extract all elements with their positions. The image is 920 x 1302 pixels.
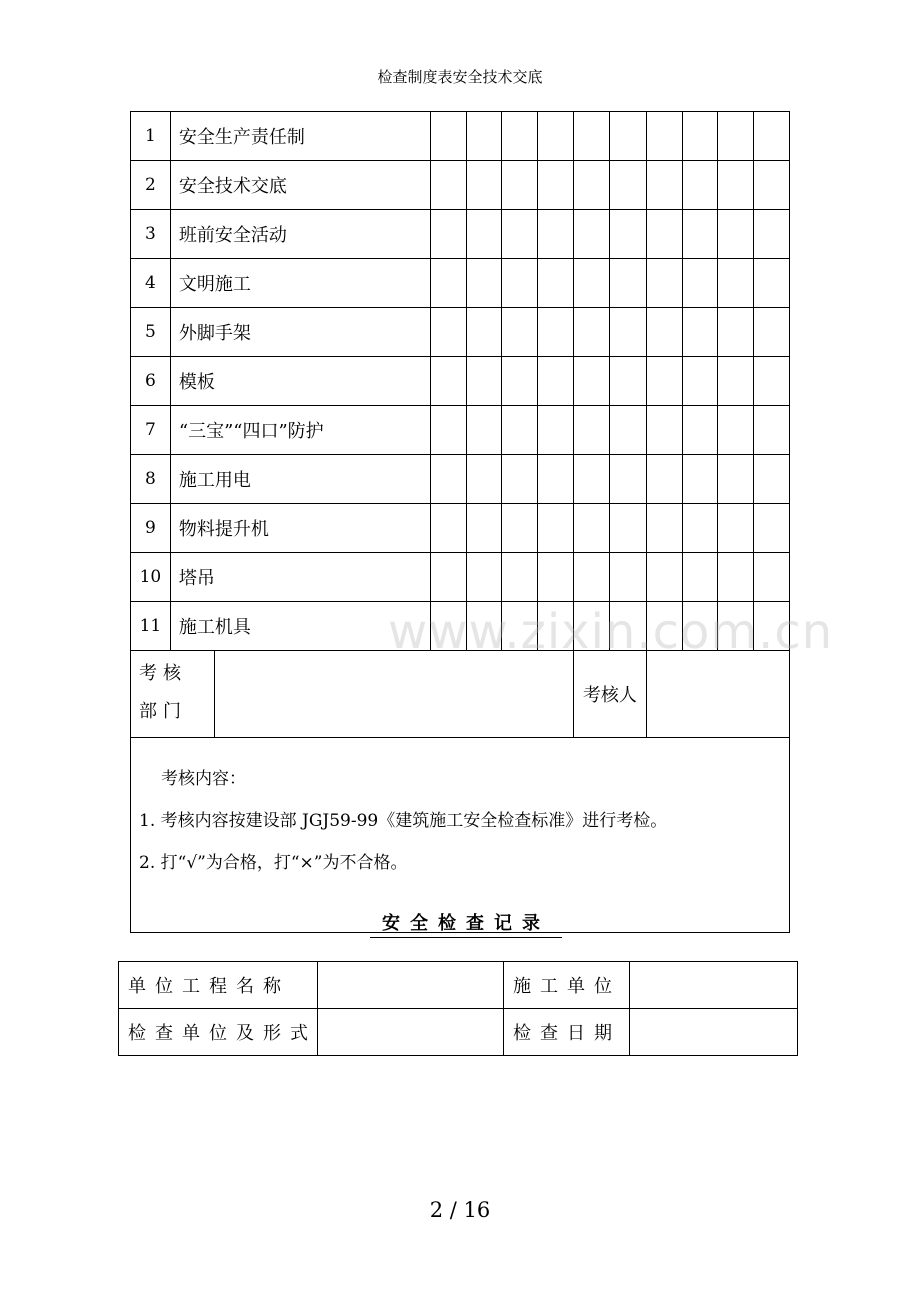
checklist-row <box>131 308 790 357</box>
item-number: 3 <box>131 210 171 259</box>
checklist-row <box>131 553 790 602</box>
checklist-row <box>131 357 790 406</box>
watermark: www.zixin.com.cn <box>388 604 834 660</box>
check-cell[interactable] <box>610 112 646 161</box>
check-cell[interactable] <box>610 406 646 455</box>
item-label: “三宝”“四口”防护 <box>170 406 430 455</box>
check-cell[interactable] <box>610 210 646 259</box>
assessment-note-1: 1. 考核内容按建设部 JGJ59-99《建筑施工安全检查标准》进行考检。 <box>139 811 668 831</box>
item-label: 安全生产责任制 <box>170 112 430 161</box>
check-cell[interactable] <box>754 112 790 161</box>
page-number: 2 / 16 <box>429 1198 491 1222</box>
check-cell[interactable] <box>573 308 609 357</box>
check-cell[interactable] <box>430 112 466 161</box>
check-cell[interactable] <box>682 308 718 357</box>
check-cell[interactable] <box>430 259 466 308</box>
construction-unit-label: 施工单位 <box>504 962 630 1009</box>
item-number: 6 <box>131 357 171 406</box>
project-name-label: 单位工程名称 <box>119 962 318 1009</box>
item-label: 班前安全活动 <box>170 210 430 259</box>
item-label: 文明施工 <box>170 259 430 308</box>
check-cell[interactable] <box>466 259 502 308</box>
check-cell[interactable] <box>502 553 538 602</box>
item-number: 2 <box>131 161 171 210</box>
check-cell[interactable] <box>538 553 574 602</box>
check-cell[interactable] <box>573 504 609 553</box>
check-cell[interactable] <box>646 308 682 357</box>
check-cell[interactable] <box>754 259 790 308</box>
assessment-dept-value[interactable] <box>214 651 573 738</box>
check-cell[interactable] <box>718 308 754 357</box>
checklist-row <box>131 161 790 210</box>
check-cell[interactable] <box>538 308 574 357</box>
item-label: 施工机具 <box>170 602 430 651</box>
check-cell[interactable] <box>430 357 466 406</box>
check-cell[interactable] <box>682 210 718 259</box>
check-cell[interactable] <box>610 308 646 357</box>
check-cell[interactable] <box>466 161 502 210</box>
check-cell[interactable] <box>573 161 609 210</box>
check-cell[interactable] <box>754 455 790 504</box>
check-cell[interactable] <box>538 357 574 406</box>
check-cell[interactable] <box>502 112 538 161</box>
item-label: 安全技术交底 <box>170 161 430 210</box>
check-cell[interactable] <box>430 406 466 455</box>
item-label: 施工用电 <box>170 455 430 504</box>
page-header-title: 检查制度表安全技术交底 <box>377 68 543 86</box>
check-cell[interactable] <box>646 504 682 553</box>
checklist-row <box>131 112 790 161</box>
check-cell[interactable] <box>430 210 466 259</box>
check-cell[interactable] <box>538 504 574 553</box>
check-cell[interactable] <box>430 308 466 357</box>
record-title: 安全检查记录 <box>370 909 562 938</box>
check-cell[interactable] <box>538 406 574 455</box>
check-cell[interactable] <box>466 357 502 406</box>
check-cell[interactable] <box>718 259 754 308</box>
check-cell[interactable] <box>754 406 790 455</box>
check-cell[interactable] <box>610 455 646 504</box>
check-cell[interactable] <box>502 161 538 210</box>
check-cell[interactable] <box>502 308 538 357</box>
check-cell[interactable] <box>466 455 502 504</box>
check-cell[interactable] <box>646 161 682 210</box>
checklist-row <box>131 504 790 553</box>
check-cell[interactable] <box>430 553 466 602</box>
item-number: 8 <box>131 455 171 504</box>
check-cell[interactable] <box>646 210 682 259</box>
item-label: 模板 <box>170 357 430 406</box>
check-cell[interactable] <box>538 161 574 210</box>
assessment-content-heading: 考核内容： <box>161 769 246 789</box>
check-cell[interactable] <box>466 553 502 602</box>
check-cell[interactable] <box>754 357 790 406</box>
item-number: 1 <box>131 112 171 161</box>
check-cell[interactable] <box>573 357 609 406</box>
check-cell[interactable] <box>502 259 538 308</box>
check-cell[interactable] <box>646 553 682 602</box>
check-cell[interactable] <box>466 504 502 553</box>
assessment-dept-label: 考核部门 <box>131 651 215 738</box>
assessment-note-2: 2. 打“√”为合格，打“×”为不合格。 <box>139 853 408 873</box>
check-cell[interactable] <box>502 406 538 455</box>
check-cell[interactable] <box>754 210 790 259</box>
checklist-row <box>131 210 790 259</box>
construction-unit-value[interactable] <box>630 962 798 1009</box>
check-cell[interactable] <box>682 553 718 602</box>
check-cell[interactable] <box>682 112 718 161</box>
check-cell[interactable] <box>573 406 609 455</box>
record-row-2 <box>119 1009 798 1056</box>
check-cell[interactable] <box>610 553 646 602</box>
check-cell[interactable] <box>754 504 790 553</box>
check-cell[interactable] <box>573 259 609 308</box>
check-cell[interactable] <box>538 455 574 504</box>
check-cell[interactable] <box>502 357 538 406</box>
check-cell[interactable] <box>610 161 646 210</box>
check-cell[interactable] <box>718 455 754 504</box>
check-cell[interactable] <box>718 112 754 161</box>
check-cell[interactable] <box>718 553 754 602</box>
assessment-notes-row <box>131 738 790 933</box>
item-label: 外脚手架 <box>170 308 430 357</box>
item-number: 5 <box>131 308 171 357</box>
record-row-1 <box>119 962 798 1009</box>
check-cell[interactable] <box>466 406 502 455</box>
check-cell[interactable] <box>610 357 646 406</box>
inspection-unit-value[interactable] <box>318 1009 504 1056</box>
inspection-date-value[interactable] <box>630 1009 798 1056</box>
safety-check-table <box>130 111 790 933</box>
check-cell[interactable] <box>573 455 609 504</box>
check-cell[interactable] <box>538 259 574 308</box>
checklist-row <box>131 259 790 308</box>
check-cell[interactable] <box>718 406 754 455</box>
check-cell[interactable] <box>682 406 718 455</box>
assessment-notes <box>131 738 790 933</box>
item-number: 9 <box>131 504 171 553</box>
check-cell[interactable] <box>646 259 682 308</box>
assessment-row <box>131 651 790 738</box>
item-number: 10 <box>131 553 171 602</box>
check-cell[interactable] <box>502 210 538 259</box>
check-cell[interactable] <box>430 504 466 553</box>
check-cell[interactable] <box>573 210 609 259</box>
check-cell[interactable] <box>538 210 574 259</box>
check-cell[interactable] <box>430 161 466 210</box>
check-cell[interactable] <box>466 210 502 259</box>
check-cell[interactable] <box>573 112 609 161</box>
check-cell[interactable] <box>754 308 790 357</box>
check-cell[interactable] <box>682 161 718 210</box>
check-cell[interactable] <box>718 357 754 406</box>
check-cell[interactable] <box>754 553 790 602</box>
checklist-row <box>131 406 790 455</box>
check-cell[interactable] <box>610 259 646 308</box>
check-cell[interactable] <box>610 504 646 553</box>
check-cell[interactable] <box>573 553 609 602</box>
check-cell[interactable] <box>754 161 790 210</box>
check-cell[interactable] <box>538 112 574 161</box>
item-label: 物料提升机 <box>170 504 430 553</box>
check-cell[interactable] <box>718 161 754 210</box>
check-cell[interactable] <box>646 112 682 161</box>
check-cell[interactable] <box>466 112 502 161</box>
inspection-unit-label: 检查单位及形式 <box>119 1009 318 1056</box>
check-cell[interactable] <box>718 504 754 553</box>
assessor-label: 考核人 <box>573 651 646 738</box>
check-cell[interactable] <box>502 504 538 553</box>
item-number: 4 <box>131 259 171 308</box>
assessor-value[interactable] <box>646 651 789 738</box>
check-cell[interactable] <box>430 455 466 504</box>
check-cell[interactable] <box>682 504 718 553</box>
item-label: 塔吊 <box>170 553 430 602</box>
item-number: 7 <box>131 406 171 455</box>
check-cell[interactable] <box>502 455 538 504</box>
check-cell[interactable] <box>646 357 682 406</box>
item-number: 11 <box>131 602 171 651</box>
check-cell[interactable] <box>682 259 718 308</box>
inspection-date-label: 检查日期 <box>504 1009 630 1056</box>
project-name-value[interactable] <box>318 962 504 1009</box>
check-cell[interactable] <box>646 455 682 504</box>
check-cell[interactable] <box>646 406 682 455</box>
checklist-row <box>131 455 790 504</box>
check-cell[interactable] <box>682 357 718 406</box>
check-cell[interactable] <box>466 308 502 357</box>
record-table <box>118 961 798 1056</box>
check-cell[interactable] <box>718 210 754 259</box>
check-cell[interactable] <box>682 455 718 504</box>
